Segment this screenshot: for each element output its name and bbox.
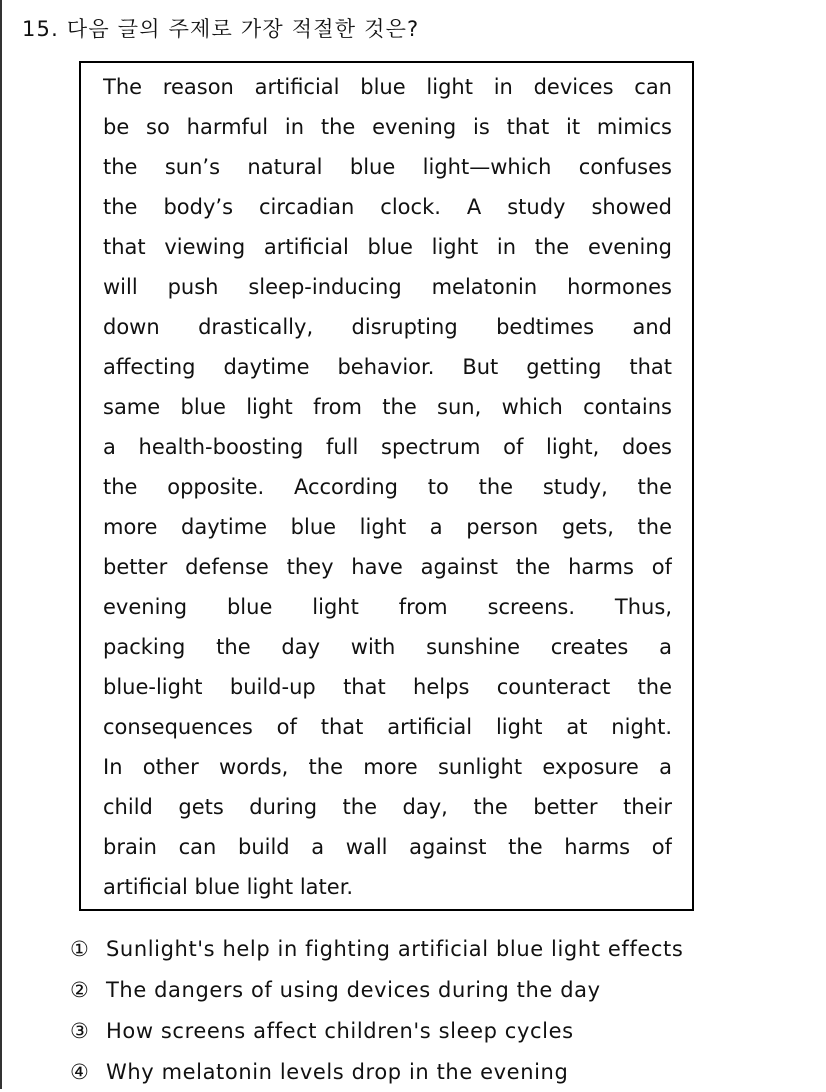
passage-line: child gets during the day, the better their	[103, 795, 672, 819]
passage-line: the opposite. According to the study, the	[103, 475, 672, 499]
passage-line: artificial blue light later.	[103, 875, 354, 899]
passage-line: evening blue light from screens. Thus,	[103, 595, 672, 619]
passage-line: will push sleep-inducing melatonin hormones	[103, 275, 672, 299]
passage-line: better defense they have against the harms of	[103, 555, 672, 579]
passage-line: a health-boosting full spectrum of light, does	[103, 435, 672, 459]
page-left-rule	[0, 0, 2, 1089]
choice-text: How screens affect children's sleep cycles	[106, 1019, 574, 1043]
choice-2[interactable]	[70, 970, 601, 1010]
choice-number: ②	[70, 978, 90, 1002]
passage-line: the sun’s natural blue light—which confuses	[103, 155, 672, 179]
choice-text: Sunlight's help in fighting artificial blue light effects	[106, 937, 684, 961]
passage-line: consequences of that artificial light at night.	[103, 715, 672, 739]
choice-4[interactable]	[70, 1052, 568, 1092]
choice-text: Why melatonin levels drop in the evening	[106, 1060, 569, 1084]
choice-number: ④	[70, 1060, 90, 1084]
passage-line: be so harmful in the evening is that it mimics	[103, 115, 672, 139]
choice-number: ③	[70, 1019, 90, 1043]
choice-1[interactable]	[70, 929, 683, 969]
passage-line: The reason artificial blue light in devices can	[103, 75, 672, 99]
choice-number: ①	[70, 937, 90, 961]
passage-line: affecting daytime behavior. But getting that	[103, 355, 672, 379]
choice-3[interactable]	[70, 1011, 574, 1051]
passage-line: same blue light from the sun, which contains	[103, 395, 672, 419]
question-title: 15. 다음 글의 주제로 가장 적절한 것은?	[22, 17, 420, 41]
passage-line: In other words, the more sunlight exposure a	[103, 755, 672, 779]
passage-line: down drastically, disrupting bedtimes and	[103, 315, 672, 339]
passage-line: more daytime blue light a person gets, the	[103, 515, 672, 539]
passage-line: brain can build a wall against the harms of	[103, 835, 672, 859]
passage-line: blue-light build-up that helps counteract the	[103, 675, 672, 699]
choice-text: The dangers of using devices during the day	[106, 978, 601, 1002]
passage-line: packing the day with sunshine creates a	[103, 635, 672, 659]
passage-line: that viewing artificial blue light in the evening	[103, 235, 672, 259]
passage-line: the body’s circadian clock. A study showed	[103, 195, 672, 219]
